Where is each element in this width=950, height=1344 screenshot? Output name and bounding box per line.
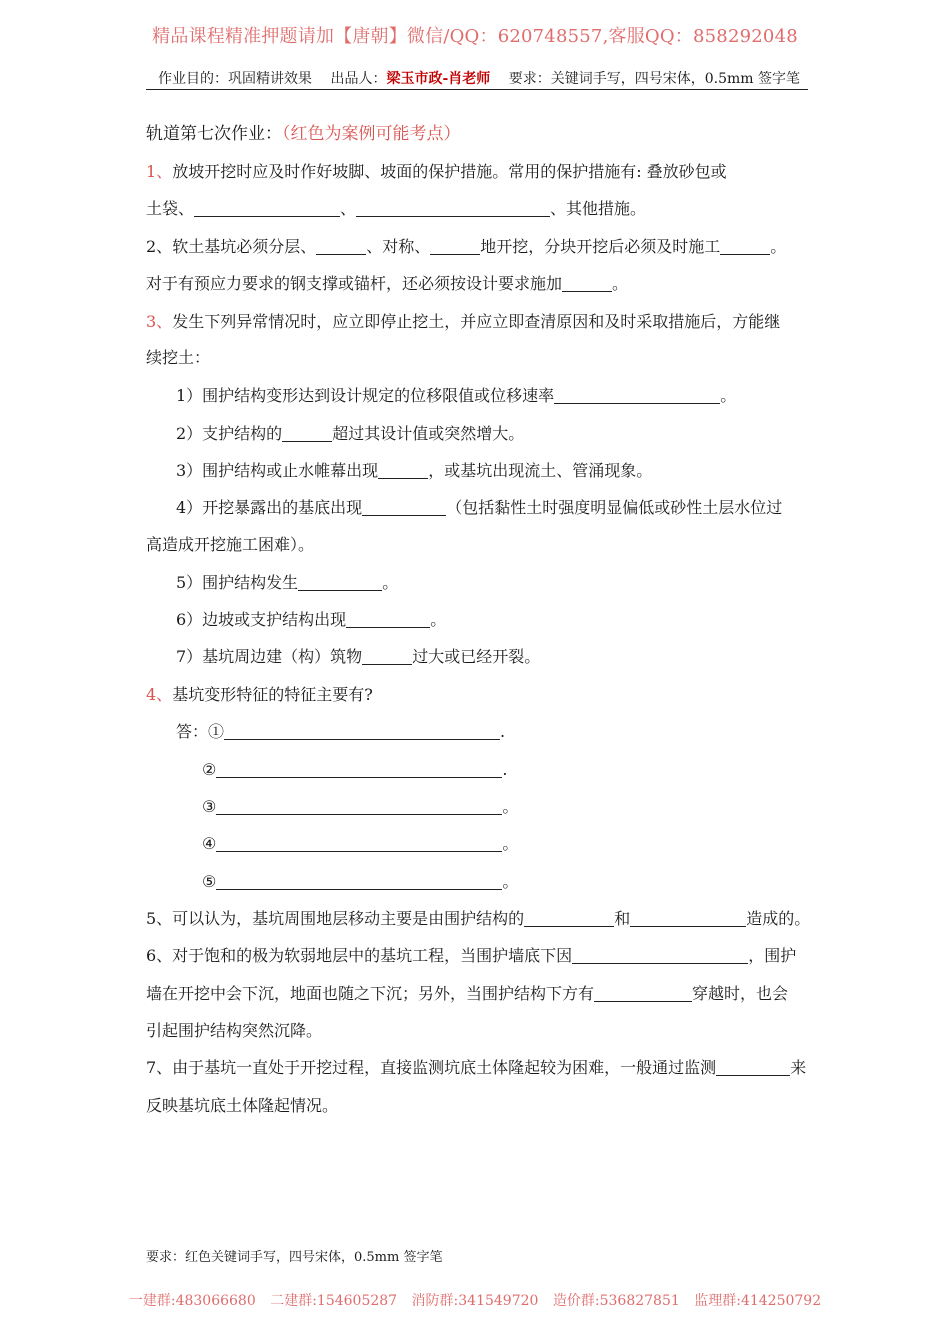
question-6	[146, 945, 796, 967]
q3-item-4-line2: 高造成开挖施工困难）。	[146, 535, 315, 554]
answer-end: .	[500, 722, 506, 741]
meta-line	[158, 68, 814, 88]
meta-producer-label: 出品人：	[330, 71, 387, 87]
q4-text: 基坑变形特征的特征主要有?	[172, 685, 373, 704]
blank-field[interactable]	[346, 611, 430, 628]
q6-text-a: 6、对于饱和的极为软弱地层中的基坑工程，当围护墙底下因	[146, 946, 573, 965]
blank-field[interactable]	[194, 200, 340, 217]
blank-field[interactable]	[630, 910, 746, 927]
q1-text-a: 土袋、	[146, 199, 195, 218]
answer-mark: ③	[202, 797, 217, 816]
blank-field[interactable]	[216, 835, 502, 852]
promo-banner: 精品课程精准押题请加【唐朝】微信/QQ：620748557,客服QQ：858292048	[152, 26, 798, 47]
group-contact: 监理群:414250792	[694, 1293, 822, 1309]
q3-item-3-text: 3）围护结构或止水帷幕出现	[176, 461, 379, 480]
q4-answer-3	[202, 796, 518, 818]
q3-item-6-end: 。	[430, 610, 447, 629]
question-2	[146, 236, 786, 258]
answer-mark: ①	[208, 722, 225, 741]
q3-item-5-text: 5）围护结构发生	[176, 573, 299, 592]
q5-text-b: 和	[614, 909, 631, 928]
blank-field[interactable]	[716, 1059, 790, 1076]
answer-end: 。	[502, 797, 519, 816]
q3-item-6	[176, 609, 446, 631]
q4-answer-2	[202, 759, 507, 781]
group-contact: 一建群:483066680	[128, 1293, 256, 1309]
q3-item-6-text: 6）边坡或支护结构出现	[176, 610, 347, 629]
q1-text-b: 、	[340, 199, 357, 218]
q1-text: 放坡开挖时应及时作好坡脚、坡面的保护措施。常用的保护措施有: 叠放砂包或	[172, 162, 727, 181]
answer-end: 。	[502, 872, 519, 891]
question-6-line3: 引起围护结构突然沉降。	[146, 1021, 323, 1040]
q7-text-b: 来	[790, 1058, 807, 1077]
q6-text-b: ，围护	[748, 946, 797, 965]
blank-field[interactable]	[298, 574, 382, 591]
question-5	[146, 908, 810, 930]
q4-number: 4、	[146, 685, 173, 704]
q2-text-e: 对于有预应力要求的钢支撑或锚杆，还必须按设计要求施加	[146, 274, 563, 293]
q3-number: 3、	[146, 312, 173, 331]
answer-end: .	[502, 760, 508, 779]
answer-end: 。	[502, 834, 519, 853]
blank-field[interactable]	[362, 499, 446, 516]
q3-item-7-text: 7）基坑周边建（构）筑物	[176, 647, 363, 666]
q4-answer-4	[202, 833, 518, 855]
q3-text: 发生下列异常情况时，应立即停止挖土，并应立即查清原因和及时采取措施后，方能继	[172, 312, 781, 331]
q6-text-c: 墙在开挖中会下沉，地面也随之下沉；另外，当围护结构下方有	[146, 984, 595, 1003]
question-2-line2	[146, 273, 628, 295]
blank-field[interactable]	[524, 910, 614, 927]
q2-text-a: 软土基坑必须分层、	[172, 237, 317, 256]
footer-requirement: 要求：红色关键词手写，四号宋体，0.5mm 签字笔	[146, 1250, 443, 1265]
answer-mark: ⑤	[202, 872, 217, 891]
q3-item-2-end: 超过其设计值或突然增大。	[332, 424, 525, 443]
blank-field[interactable]	[282, 425, 332, 442]
blank-field[interactable]	[216, 798, 502, 815]
blank-field[interactable]	[378, 462, 428, 479]
q4-answer-5	[202, 871, 518, 893]
q3-item-7	[176, 646, 540, 668]
q5-text-c: 造成的。	[746, 909, 811, 928]
q2-text-b: 、对称、	[366, 237, 431, 256]
title-main: 轨道第七次作业：	[146, 124, 282, 144]
blank-field[interactable]	[224, 723, 500, 740]
q4-answer-1	[176, 721, 505, 743]
q5-text-a: 5、可以认为，基坑周围地层移动主要是由围护结构的	[146, 909, 525, 928]
question-3-line2: 续挖土：	[146, 348, 211, 367]
q3-item-2	[176, 423, 524, 445]
q6-text-d: 穿越时，也会	[692, 984, 789, 1003]
blank-field[interactable]	[356, 200, 550, 217]
q2-text-d: 。	[770, 237, 787, 256]
blank-field[interactable]	[594, 985, 692, 1002]
q3-item-4-text: 4）开挖暴露出的基底出现	[176, 498, 363, 517]
question-3	[146, 311, 780, 333]
q3-item-1-text: 1）围护结构变形达到设计规定的位移限值或位移速率	[176, 386, 555, 405]
blank-field[interactable]	[572, 947, 748, 964]
page-title	[146, 123, 461, 145]
q3-item-4	[176, 497, 782, 519]
footer-groups	[0, 1290, 950, 1310]
meta-purpose: 作业目的：巩固精讲效果	[158, 71, 312, 87]
group-contact: 消防群:341549720	[411, 1293, 539, 1309]
blank-field[interactable]	[216, 873, 502, 890]
group-contact: 二建群:154605287	[270, 1293, 398, 1309]
q3-item-5-end: 。	[382, 573, 399, 592]
answer-mark: ②	[202, 760, 217, 779]
q3-item-4-end: （包括黏性土时强度明显偏低或砂性土层水位过	[446, 498, 783, 517]
blank-field[interactable]	[554, 387, 720, 404]
q1-number: 1、	[146, 162, 173, 181]
q2-text-c: 地开挖，分块开挖后必须及时施工	[480, 237, 721, 256]
blank-field[interactable]	[216, 761, 502, 778]
blank-field[interactable]	[362, 648, 412, 665]
question-4	[146, 684, 373, 706]
answer-mark: ④	[202, 834, 217, 853]
title-note: （红色为案例可能考点）	[282, 124, 461, 144]
question-7	[146, 1057, 806, 1079]
q2-text-f: 。	[612, 274, 629, 293]
question-1-line2	[146, 198, 646, 220]
group-contact: 造价群:536827851	[552, 1293, 680, 1309]
q3-item-7-end: 过大或已经开裂。	[412, 647, 541, 666]
blank-field[interactable]	[720, 238, 770, 255]
q4-answer-label: 答：	[176, 722, 209, 741]
q3-item-1-end: 。	[720, 386, 737, 405]
blank-field[interactable]	[316, 238, 366, 255]
meta-requirement: 要求：关键词手写，四号宋体，0.5mm 签字笔	[508, 71, 800, 87]
blank-field[interactable]	[430, 238, 480, 255]
q3-item-3-end: ，或基坑出现流土、管涌现象。	[428, 461, 653, 480]
question-1	[146, 161, 727, 183]
question-6-line2	[146, 983, 788, 1005]
header-divider	[146, 89, 808, 90]
meta-producer	[330, 71, 490, 87]
q2-number: 2、	[146, 237, 173, 256]
q7-text-a: 7、由于基坑一直处于开挖过程，直接监测坑底土体隆起较为困难，一般通过监测	[146, 1058, 717, 1077]
meta-producer-name: 梁玉市政-肖老师	[386, 71, 491, 87]
question-7-line2: 反映基坑底土体隆起情况。	[146, 1096, 339, 1115]
q3-item-2-text: 2）支护结构的	[176, 424, 283, 443]
q3-item-5	[176, 572, 398, 594]
q1-text-c: 、其他措施。	[550, 199, 647, 218]
q3-item-3	[176, 460, 652, 482]
q3-item-1	[176, 385, 736, 407]
blank-field[interactable]	[562, 275, 612, 292]
